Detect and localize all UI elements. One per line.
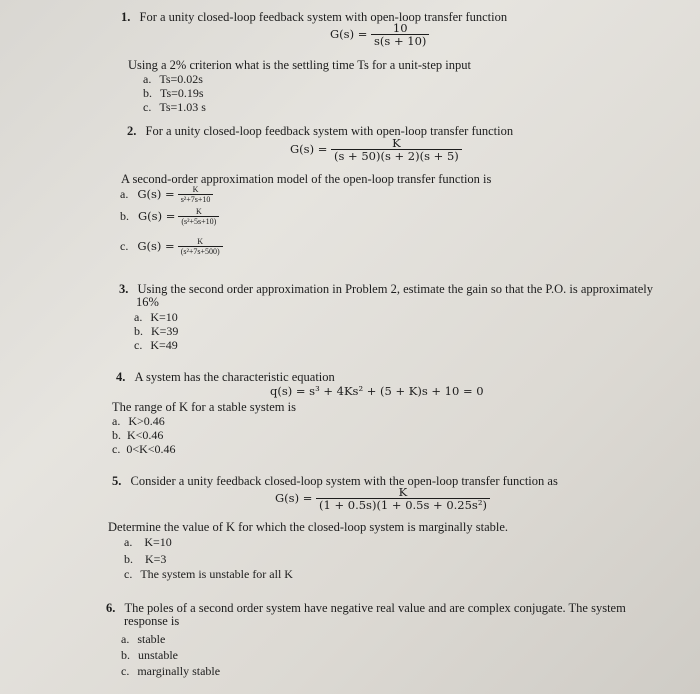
question-4-number: 4.: [116, 370, 126, 384]
question-4-option-b[interactable]: b. K<0.46: [112, 428, 164, 442]
question-2-option-a[interactable]: a. G(s) = $\frac{K}{\text{s²+7s+10}}$: [120, 186, 213, 205]
question-1-prompt: Using a 2% criterion what is the settling time Ts for a unit-step input: [128, 58, 471, 72]
question-6-number: 6.: [106, 601, 116, 615]
question-1-equation: G(s) = $\frac{10}{s(s + 10)}$: [330, 22, 429, 48]
question-5-text: 5. Consider a unity feedback closed-loop system with the open-loop transfer function as: [112, 474, 558, 488]
question-3-number: 3.: [119, 282, 129, 296]
question-4-option-c[interactable]: c. 0<K<0.46: [112, 442, 176, 456]
question-1-option-a[interactable]: a. Ts=0.02s: [143, 72, 203, 86]
question-5-option-b[interactable]: b. K=3: [124, 552, 167, 566]
question-3-text-cont: 16%: [136, 295, 159, 309]
question-6-option-a[interactable]: a. stable: [121, 632, 166, 646]
question-2-text: 2. For a unity closed-loop feedback system with open-loop transfer function: [127, 124, 514, 138]
question-5-prompt: Determine the value of K for which the closed-loop system is marginally stable.: [108, 520, 509, 534]
question-1-option-c[interactable]: c. Ts=1.03 s: [143, 100, 206, 114]
question-5-equation: G(s) = $\frac{K}{\text{(1 + 0.5s)(1 + 0.5s + 0.25s²)}}$: [275, 486, 490, 512]
question-2-option-b[interactable]: b. G(s) = $\frac{K}{\text{(s²+5s+10)}}$: [120, 208, 219, 227]
question-1-fraction: $\frac{10}{s(s + 10)}$: [371, 22, 429, 48]
question-4-prompt: The range of K for a stable system is: [112, 400, 296, 414]
question-1-number: 1.: [121, 10, 131, 24]
question-6-text-cont: response is: [124, 614, 180, 628]
question-3-option-a[interactable]: a. K=10: [134, 310, 178, 324]
question-6-option-c[interactable]: c. marginally stable: [121, 664, 221, 678]
question-5-option-a[interactable]: a. K=10: [124, 535, 172, 549]
question-3-option-c[interactable]: c. K=49: [134, 338, 178, 352]
question-5-option-c[interactable]: c. The system is unstable for all K: [124, 567, 293, 581]
question-4-equation: q(s) = s³ + 4Ks² + (5 + K)s + 10 = 0: [270, 384, 484, 398]
question-4-text: 4. A system has the characteristic equation: [116, 370, 335, 384]
question-2-equation: G(s) = $\frac{K}{(s + 50)(s + 2)(s + 5)}$: [290, 137, 462, 163]
question-6-option-b[interactable]: b. unstable: [121, 648, 178, 662]
question-2-prompt: A second-order approximation model of the open-loop transfer function is: [121, 172, 492, 186]
question-3-text: 3. Using the second order approximation in Problem 2, estimate the gain so that the P.O. is approximately: [119, 282, 654, 296]
question-1-text: 1. For a unity closed-loop feedback system with open-loop transfer function: [121, 10, 508, 24]
question-4-option-a[interactable]: a. K>0.46: [112, 414, 165, 428]
question-6-text: 6. The poles of a second order system have negative real value and are complex conjugate. The system: [106, 601, 626, 615]
question-5-number: 5.: [112, 474, 122, 488]
question-1-option-b[interactable]: b. Ts=0.19s: [143, 86, 204, 100]
question-2-option-c[interactable]: c. G(s) = $\frac{K}{\text{(s²+7s+500)}}$: [120, 238, 223, 257]
question-2-fraction: $\frac{K}{(s + 50)(s + 2)(s + 5)}$: [331, 137, 462, 163]
question-3-option-b[interactable]: b. K=39: [134, 324, 179, 338]
question-5-fraction: $\frac{K}{\text{(1 + 0.5s)(1 + 0.5s + 0.25s²)}}$: [316, 486, 490, 512]
question-2-number: 2.: [127, 124, 137, 138]
